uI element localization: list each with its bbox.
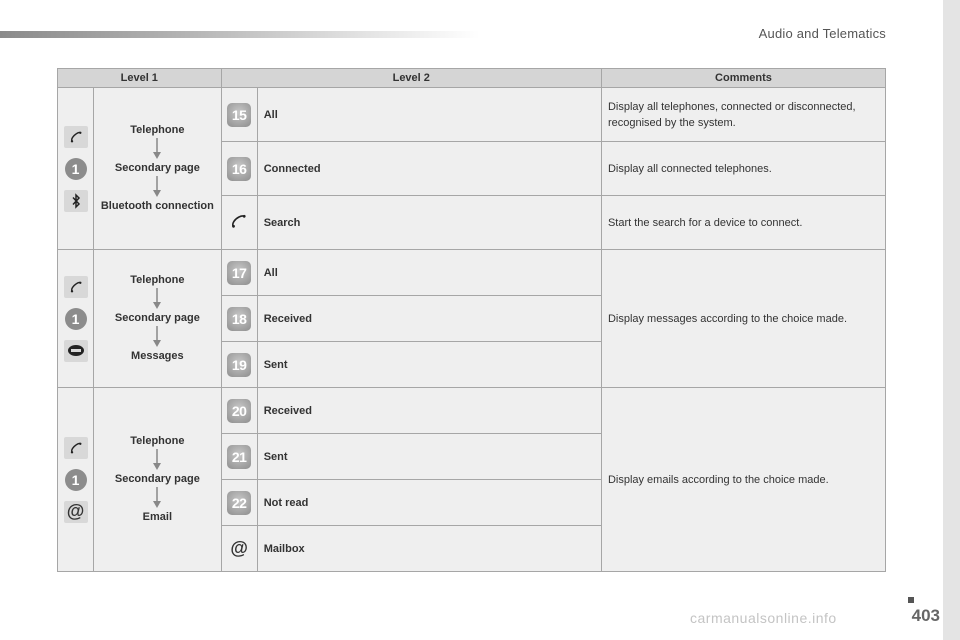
badge-16: 16: [227, 157, 251, 181]
level2-label: Received: [257, 388, 601, 434]
badge-20: 20: [227, 399, 251, 423]
path-step-bluetooth: Bluetooth connection: [100, 200, 214, 212]
table-row: [58, 88, 886, 142]
page-number: 403: [911, 606, 940, 625]
path-step-email: Email: [142, 511, 173, 523]
level1-path: [94, 388, 221, 572]
comment-cell: Display all telephones, connected or disconnected, recognised by the system.: [601, 88, 885, 142]
telephone-icon: [64, 276, 88, 298]
arrow-down-icon: [152, 449, 162, 471]
sms-icon: [64, 340, 88, 362]
level1-icons: [58, 88, 94, 250]
level2-label: Not read: [257, 480, 601, 526]
level2-label: Received: [257, 296, 601, 342]
level2-label: Search: [257, 196, 601, 250]
page-edge-strip: [943, 0, 960, 640]
path-step-telephone: Telephone: [130, 435, 185, 447]
comment-cell: Display emails according to the choice made.: [601, 388, 885, 572]
arrow-down-icon: [152, 176, 162, 198]
bluetooth-icon: [64, 190, 88, 212]
table-row: [58, 388, 886, 434]
badge-15: 15: [227, 103, 251, 127]
path-step-secondary: Secondary page: [114, 473, 200, 485]
page-marker: [908, 597, 914, 603]
badge-22: 22: [227, 491, 251, 515]
path-step-secondary: Secondary page: [114, 162, 200, 174]
menu-table: [57, 68, 886, 572]
header-level1: Level 1: [58, 69, 222, 88]
header-comments: Comments: [601, 69, 885, 88]
badge-21: 21: [227, 445, 251, 469]
level2-label: All: [257, 250, 601, 296]
telephone-icon: [64, 126, 88, 148]
level1-path: [94, 88, 221, 250]
level1-icons: [58, 388, 94, 572]
level2-label: Sent: [257, 434, 601, 480]
comment-cell: Display all connected telephones.: [601, 142, 885, 196]
badge-17: 17: [227, 261, 251, 285]
level1-path: [94, 250, 221, 388]
path-step-secondary: Secondary page: [114, 312, 200, 324]
level2-label: Connected: [257, 142, 601, 196]
level2-label: Mailbox: [257, 526, 601, 572]
number-1-badge: 1: [65, 469, 87, 491]
badge-19: 19: [227, 353, 251, 377]
comment-cell: Display messages according to the choice made.: [601, 250, 885, 388]
arrow-down-icon: [152, 487, 162, 509]
watermark: carmanualsonline.info: [690, 610, 837, 626]
arrow-down-icon: [152, 288, 162, 310]
path-step-telephone: Telephone: [130, 124, 185, 136]
header-level2: Level 2: [221, 69, 601, 88]
number-1-badge: 1: [65, 308, 87, 330]
level2-label: Sent: [257, 342, 601, 388]
number-1-badge: 1: [65, 158, 87, 180]
arrow-down-icon: [152, 138, 162, 160]
path-step-telephone: Telephone: [130, 274, 185, 286]
path-step-messages: Messages: [131, 350, 184, 362]
section-title: Audio and Telematics: [758, 26, 886, 41]
level1-icons: [58, 250, 94, 388]
badge-18: 18: [227, 307, 251, 331]
header-gradient-bar: [0, 31, 480, 38]
email-icon: @: [64, 501, 88, 523]
table-header-row: [58, 69, 886, 88]
arrow-down-icon: [152, 326, 162, 348]
table-row: [58, 250, 886, 296]
at-icon: @: [230, 538, 248, 558]
comment-cell: Start the search for a device to connect.: [601, 196, 885, 250]
search-icon: [230, 212, 248, 230]
telephone-icon: [64, 437, 88, 459]
level2-label: All: [257, 88, 601, 142]
